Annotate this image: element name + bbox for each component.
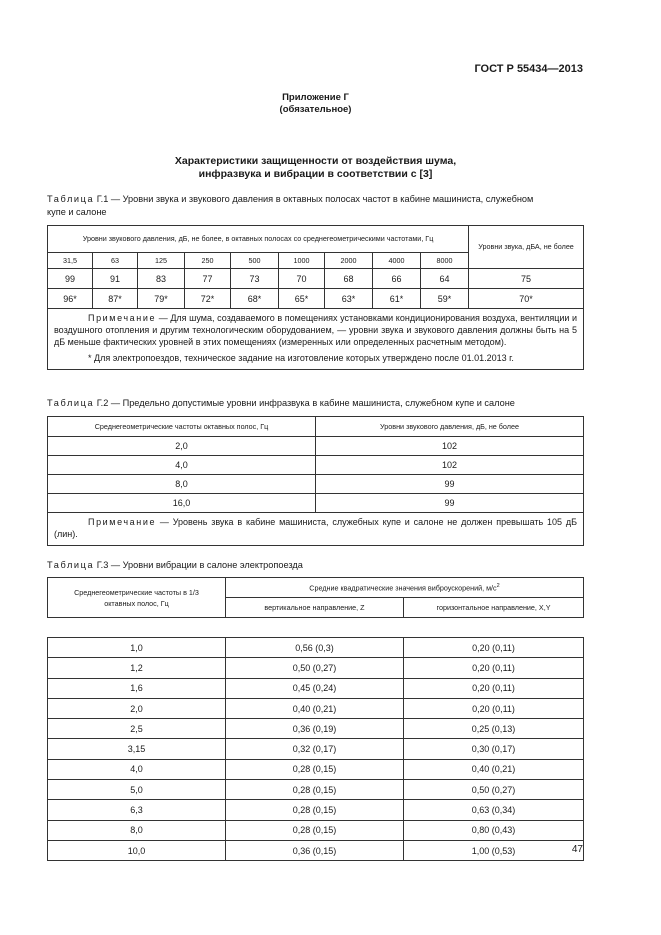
section-title-line2: инфразвука и вибрации в соответствии с [3] [198,168,433,180]
table-cell: 0,20 (0,11) [404,658,584,678]
table1-caption-line1: Г.1 — Уровни звука и звукового давления в октавных полосах частот в кабине машиниста, служебном [94,194,534,204]
table1-note [48,309,584,370]
table-row [48,840,584,860]
table3-col1-header: Среднегеометрические частоты в 1/3 октавных полос, Гц [48,578,226,618]
table-cell: 75 [469,269,584,289]
table-cell: 66 [373,269,421,289]
table-row [48,800,584,820]
table-g2 [47,416,584,546]
table1-freq-cell: 1000 [279,253,325,269]
table-cell: 99 [316,475,584,494]
table3-spacer [48,618,584,638]
table-cell: 0,50 (0,27) [404,780,584,800]
table-cell: 16,0 [48,494,316,513]
table1-freq-cell: 31,5 [48,253,93,269]
table-cell: 64 [421,269,469,289]
table-cell: 2,0 [48,698,226,718]
table-cell: 2,0 [48,437,316,456]
table-cell: 4,0 [48,759,226,779]
table-row [48,698,584,718]
table-cell: 3,15 [48,739,226,759]
table-cell: 0,20 (0,11) [404,678,584,698]
table-cell: 0,20 (0,11) [404,698,584,718]
table-cell: 59* [421,289,469,309]
table1-note-text: — Для шума, создаваемого в помещениях установками кондиционирования воздуха, вентиляции и воздушного отопления и другим технологическим оборудованием, — уровни звука и звукового давления должны быть на 5 дБ меньше фактических уровней в этих помещениях (измеренных или определенных расчетным методом). [54,313,578,347]
table1-caption [47,193,583,218]
table3-caption-text: Г.3 — Уровни вибрации в салоне электропоезда [94,560,303,570]
table-row [48,289,584,309]
table2-col1-header: Среднегеометрические частоты октавных полос, Гц [48,417,316,437]
table-cell: 5,0 [48,780,226,800]
table-cell: 8,0 [48,820,226,840]
table-cell: 0,36 (0,15) [226,840,404,860]
table-g1 [47,225,584,370]
section-title-line1: Характеристики защищенности от воздействия шума, [174,155,457,167]
table-cell: 72* [185,289,231,309]
table1-freq-cell: 4000 [373,253,421,269]
table-cell: 65* [279,289,325,309]
table-cell: 0,28 (0,15) [226,780,404,800]
table-cell: 4,0 [48,456,316,475]
table2-caption [47,397,583,410]
table-cell: 0,28 (0,15) [226,800,404,820]
table-row [48,494,584,513]
table-cell: 91 [93,269,138,289]
table-cell: 0,20 (0,11) [404,638,584,658]
table-row [48,759,584,779]
table2-caption-text: Г.2 — Предельно допустимые уровни инфразвука в кабине машиниста, служебном купе и салоне [94,398,515,408]
table-cell: 96* [48,289,93,309]
table-cell: 8,0 [48,475,316,494]
page-number: 47 [571,844,583,855]
table-cell: 102 [316,437,584,456]
table3-group-header-text: Средние квадратические значения виброускорений, м/с [309,583,497,593]
table-cell: 0,36 (0,19) [226,719,404,739]
table-row [48,820,584,840]
table3-group-header-sup: 2 [496,582,500,589]
table-cell: 0,30 (0,17) [404,739,584,759]
table2-note [48,513,584,546]
table-cell: 0,28 (0,15) [226,759,404,779]
table-cell: 0,40 (0,21) [404,759,584,779]
table-row [48,437,584,456]
table-cell: 70* [469,289,584,309]
table-cell: 70 [279,269,325,289]
table-cell: 99 [48,269,93,289]
table3-group-header [226,578,584,598]
table-row [48,658,584,678]
table-cell: 68* [231,289,279,309]
table-cell: 68 [325,269,373,289]
table-cell: 0,28 (0,15) [226,820,404,840]
table2-col2-header: Уровни звукового давления, дБ, не более [316,417,584,437]
table-cell: 61* [373,289,421,309]
table-row [48,456,584,475]
table-cell: 73 [231,269,279,289]
table2-note-label: Примечание [88,517,157,527]
table-cell: 1,2 [48,658,226,678]
table-cell: 6,3 [48,800,226,820]
table1-freq-cell: 500 [231,253,279,269]
table-row [48,739,584,759]
table1-caption-line2: купе и салоне [47,206,107,217]
table-row [48,475,584,494]
table-cell: 0,56 (0,3) [226,638,404,658]
table1-freq-cell: 2000 [325,253,373,269]
table-cell: 102 [316,456,584,475]
table1-freq-cell: 63 [93,253,138,269]
table-cell: 1,0 [48,638,226,658]
table-cell: 0,25 (0,13) [404,719,584,739]
table-cell: 1,00 (0,53) [404,840,584,860]
table-cell: 63* [325,289,373,309]
table-cell: 0,32 (0,17) [226,739,404,759]
table-g3 [47,577,584,861]
table1-freq-cell: 8000 [421,253,469,269]
table-cell: 10,0 [48,840,226,860]
table-row [48,638,584,658]
table-cell: 0,45 (0,24) [226,678,404,698]
table1-caption-label: Таблица [47,194,95,204]
table-row [48,719,584,739]
table-cell: 87* [93,289,138,309]
table-cell: 0,63 (0,34) [404,800,584,820]
table-cell: 79* [138,289,185,309]
table-row [48,678,584,698]
table2-note-text: — Уровень звука в кабине машиниста, служебных купе и салоне не должен превышать 105 дБ (лин). [54,517,577,539]
table2-caption-label: Таблица [47,398,95,408]
table3-caption-label: Таблица [47,560,95,570]
table1-note-label: Примечание [88,313,157,323]
table-cell: 83 [138,269,185,289]
table-row [48,780,584,800]
table1-freq-cell: 250 [185,253,231,269]
document-id: ГОСТ Р 55434—2013 [474,63,583,75]
table-cell: 0,80 (0,43) [404,820,584,840]
table1-footnote: * Для электропоездов, техническое задание на изготовление которых утверждено после 01.01.2013 г. [88,353,514,364]
table-cell: 77 [185,269,231,289]
table3-col2-header: вертикальное направление, Z [226,598,404,618]
table1-level-header: Уровни звука, дБА, не более [469,226,584,269]
table3-col3-header: горизонтальное направление, X,Y [404,598,584,618]
table3-caption [47,559,583,572]
appendix-title: Приложение Г [282,92,349,103]
appendix-status: (обязательное) [279,104,352,115]
table-cell: 99 [316,494,584,513]
table1-freq-cell: 125 [138,253,185,269]
table-cell: 0,40 (0,21) [226,698,404,718]
table-row [48,269,584,289]
table-cell: 1,6 [48,678,226,698]
table-cell: 2,5 [48,719,226,739]
table1-group-header: Уровни звукового давления, дБ, не более, в октавных полосах со среднегеометрическими частотами, Гц [48,226,469,253]
table-cell: 0,50 (0,27) [226,658,404,678]
